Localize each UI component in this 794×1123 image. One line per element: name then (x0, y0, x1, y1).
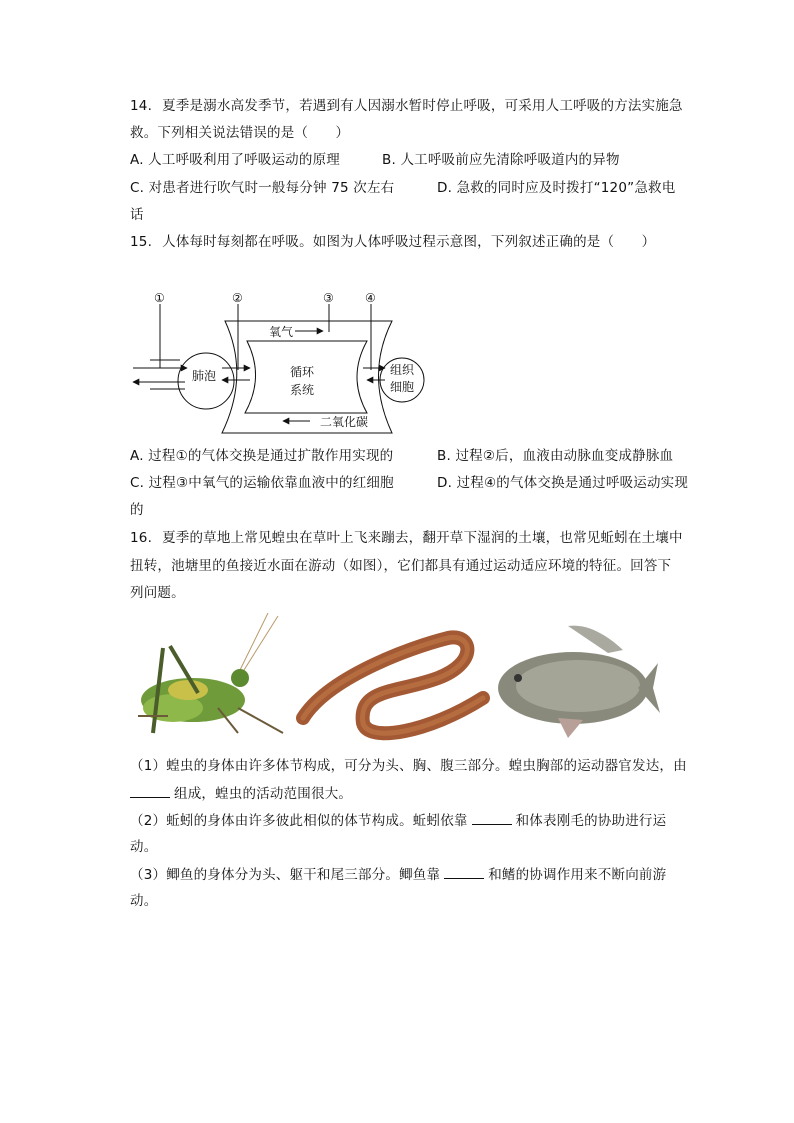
tissue-label-2: 细胞 (390, 380, 415, 394)
q16-sub3-text-after: 和鳍的协调作用来不断向前游 (488, 867, 667, 883)
q15-number: 15. (130, 234, 153, 250)
q16-sub2-line1 (130, 810, 666, 831)
marker-4: ④ (365, 291, 376, 305)
q16-sub1-line1: （1）蝗虫的身体由许多体节构成，可分为头、胸、腹三部分。蝗虫胸部的运动器官发达，由 (130, 758, 687, 774)
q16-sub3-line1 (130, 864, 666, 885)
grasshopper-image (138, 613, 283, 733)
marker-2: ② (232, 291, 243, 305)
marker-labels (154, 291, 376, 305)
respiration-diagram (125, 280, 435, 435)
q16-sub1-answer-blank[interactable] (130, 783, 170, 798)
q16-sub3-line2: 动。 (130, 893, 158, 909)
oxygen-label: 氧气 (269, 325, 294, 339)
q14-option-b[interactable]: B. 人工呼吸前应先清除呼吸道内的异物 (382, 152, 620, 168)
q16-stem-line1 (130, 528, 683, 548)
q14-number: 14. (130, 98, 153, 114)
q16-number: 16. (130, 530, 153, 546)
circulation-label-2: 系统 (290, 383, 315, 397)
q14-option-a[interactable]: A. 人工呼吸利用了呼吸运动的原理 (130, 152, 340, 168)
q15-option-c[interactable]: C. 过程③中氧气的运输依靠血液中的红细胞 (130, 475, 394, 491)
q16-stem-text: 夏季的草地上常见蝗虫在草叶上飞来蹦去，翻开草下湿润的土壤，也常见蚯蚓在土壤中 (162, 530, 683, 546)
co2-label: 二氧化碳 (320, 415, 369, 429)
q16-sub3-answer-blank[interactable] (444, 864, 484, 879)
q15-option-b[interactable]: B. 过程②后，血液由动脉血变成静脉血 (437, 448, 674, 464)
q14-stem-text: 夏季是溺水高发季节，若遇到有人因溺水暂时停止呼吸，可采用人工呼吸的方法实施急 (162, 98, 683, 114)
earthworm-image (303, 637, 483, 733)
animal-images (128, 608, 668, 746)
q16-sub1-text: 组成，蝗虫的活动范围很大。 (174, 786, 353, 802)
q16-sub3-text-before: （3）鲫鱼的身体分为头、躯干和尾三部分。鲫鱼靠 (130, 867, 441, 883)
circulation-label-1: 循环 (290, 365, 315, 379)
q16-stem-line3: 列问题。 (130, 585, 185, 601)
marker-3: ③ (323, 291, 334, 305)
q14-option-d[interactable]: D. 急救的同时应及时拨打“120”急救电 (437, 180, 676, 196)
q14-option-d-cont: 话 (130, 207, 144, 223)
q16-sub1-line2 (130, 783, 352, 804)
q15-stem-text: 人体每时每刻都在呼吸。如图为人体呼吸过程示意图，下列叙述正确的是（ ） (162, 234, 656, 250)
q15-option-a[interactable]: A. 过程①的气体交换是通过扩散作用实现的 (130, 448, 394, 464)
q16-sub2-answer-blank[interactable] (472, 810, 512, 825)
q16-sub2-text-after: 和体表刚毛的协助进行运 (515, 813, 667, 829)
q15-option-d-cont: 的 (130, 502, 144, 518)
alveolus-label: 肺泡 (192, 369, 217, 383)
q15-option-d[interactable]: D. 过程④的气体交换是通过呼吸运动实现 (437, 475, 689, 491)
q14-stem-line1 (130, 96, 683, 116)
q16-sub2-line2: 动。 (130, 839, 158, 855)
crucian-carp-image (498, 626, 660, 738)
marker-1: ① (154, 291, 165, 305)
q16-sub2-text-before: （2）蚯蚓的身体由许多彼此相似的体节构成。蚯蚓依靠 (130, 813, 468, 829)
q15-stem (130, 232, 655, 252)
q14-stem-line2: 救。下列相关说法错误的是（ ） (130, 125, 350, 141)
q16-stem-line2: 扭转，池塘里的鱼接近水面在游动（如图），它们都具有通过运动适应环境的特征。回答下 (130, 558, 672, 574)
q14-option-c[interactable]: C. 对患者进行吹气时一般每分钟 75 次左右 (130, 180, 395, 196)
tissue-label-1: 组织 (390, 363, 415, 377)
